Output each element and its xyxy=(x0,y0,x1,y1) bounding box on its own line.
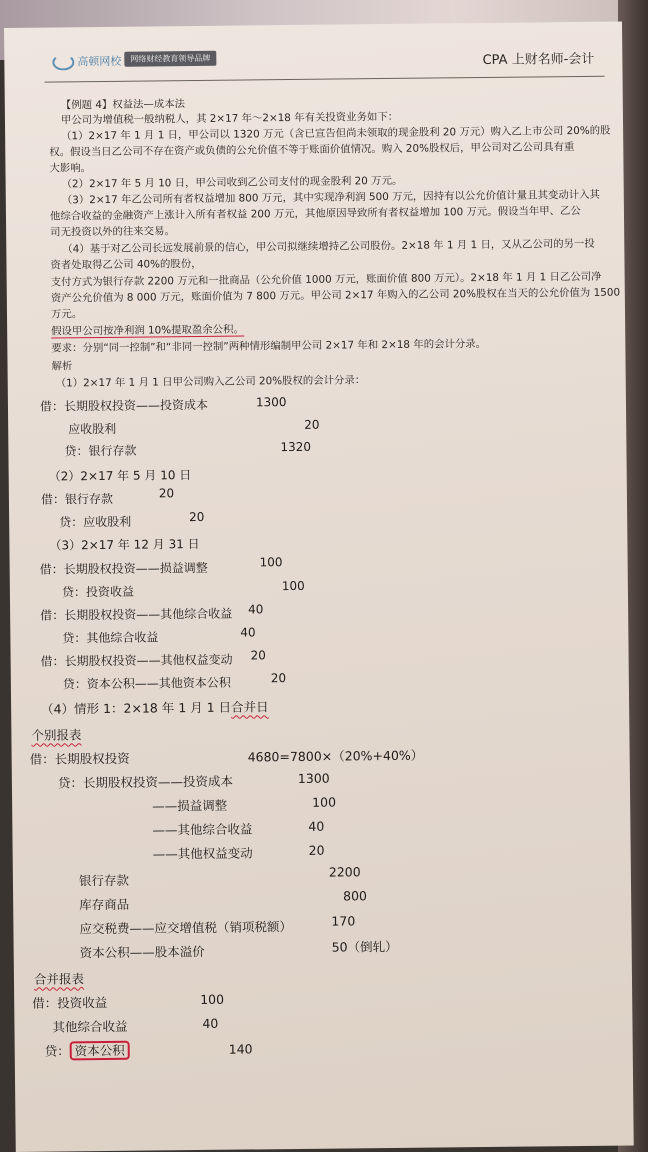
problem-line: （2）2×17 年 5 月 10 日，甲公司收到乙公司支付的现金股利 20 万元。 xyxy=(61,174,403,191)
merger-date-label: 合并日 xyxy=(231,699,269,715)
problem-line: （4）基于对乙公司长远发展前景的信心，甲公司拟继续增持乙公司股份。2×18 年 1 月 1 日，又从乙公司的另一投 xyxy=(62,237,595,256)
entry-line: 应收股利 xyxy=(68,421,117,437)
entry-line: 应交税费——应交增值税（销项税额） xyxy=(79,919,293,937)
entry-amount: 20 xyxy=(304,417,320,432)
problem-line-underlined xyxy=(51,324,244,339)
entry-line: 借：投资收益 xyxy=(32,994,108,1011)
entry-line: ——损益调整 xyxy=(152,797,228,814)
capital-reserve-boxed: 资本公积 xyxy=(70,1041,130,1061)
entry-line: 贷：其他综合收益 xyxy=(62,630,159,646)
consolidated-statements-title xyxy=(34,969,84,988)
entry-amount: 20 xyxy=(308,842,325,858)
entry-line: 银行存款 xyxy=(78,872,130,889)
entry-amount: 1300 xyxy=(255,395,287,410)
entry-line: 库存商品 xyxy=(79,896,130,913)
entry-amount: 1300 xyxy=(297,770,330,786)
entry-amount: 20 xyxy=(189,509,205,525)
entry-line: 贷：长期股权投资——投资成本 xyxy=(57,773,233,791)
entry-line: 借：长期股权投资——损益调整 xyxy=(39,560,208,577)
entry-amount: 50（倒轧） xyxy=(331,938,398,955)
entry-heading-4 xyxy=(41,697,269,717)
example-title: 【例题 4】权益法—成本法 xyxy=(60,98,186,112)
entry-line: 贷：资本公积——其他资本公积 xyxy=(62,675,231,692)
problem-line: 他综合收益的金融资产上涨计入所有者权益 200 万元，其他原因导致所有者权益增加 100 万元。假设当年甲、乙公 xyxy=(49,204,581,223)
textbook-page xyxy=(4,22,634,1152)
entry-heading-2: （2）2×17 年 5 月 10 日 xyxy=(48,468,192,484)
entry-amount: 170 xyxy=(331,913,356,929)
entry-line: 资本公积——股本溢价 xyxy=(79,943,205,961)
problem-line: 甲公司为增值税一般纳税人，其 2×17 年～2×18 年有关投资业务如下： xyxy=(60,110,399,127)
entry-line: 贷：投资收益 xyxy=(61,584,134,600)
problem-line: 资者处取得乙公司 40%的股份， xyxy=(50,257,202,272)
entry-amount: 40 xyxy=(240,625,256,640)
separate-statements-label: 个别报表 xyxy=(31,727,82,743)
entry-amount: 100 xyxy=(312,794,337,810)
entry-line: 贷：银行存款 xyxy=(64,443,137,459)
entry-amount: 100 xyxy=(200,991,225,1007)
course-title: CPA 上财名师-会计 xyxy=(482,51,595,68)
entry-line: ——其他权益变动 xyxy=(152,845,253,862)
brand-logo xyxy=(52,53,121,71)
scenario-label: （4）情形 1：2×18 年 1 月 1 日 xyxy=(41,699,232,717)
entry-amount: 1320 xyxy=(280,439,312,455)
logo-icon xyxy=(52,54,74,70)
entry-line: 其他综合收益 xyxy=(52,1018,128,1035)
entry-line: 借：长期股权投资——投资成本 xyxy=(39,397,209,414)
entry-amount: 4680=7800×（20%+40%） xyxy=(247,747,424,765)
entry-line xyxy=(45,1041,130,1060)
surplus-reserve-note: 假设甲公司按净利润 10%提取盈余公积。 xyxy=(51,323,244,338)
problem-line: （3）2×17 年乙公司所有者权益增加 800 万元，其中实现净利润 500 万元，因持有以公允价值计量且其变动计入其 xyxy=(61,188,600,207)
entry-amount: 100 xyxy=(281,578,305,594)
entry-amount: 40 xyxy=(308,818,325,834)
entry-amount: 40 xyxy=(202,1015,219,1031)
logo-text: 高顿网校 xyxy=(77,54,122,69)
problem-line: 司无投资以外的往来交易。 xyxy=(50,225,175,239)
analysis-heading: 解析 xyxy=(51,360,73,373)
entry-line: 借：长期股权投资——其他权益变动 xyxy=(40,652,233,669)
entry-amount: 20 xyxy=(270,671,287,686)
separate-statements-title xyxy=(31,725,81,744)
entry-amount: 40 xyxy=(248,602,264,617)
entry-amount: 20 xyxy=(250,648,266,663)
entry-line: ——其他综合收益 xyxy=(152,821,253,838)
problem-line: 万元。 xyxy=(50,308,83,321)
requirement-line: 要求：分别“同一控制”和“非同一控制”两种情形编制甲公司 2×17 年和 2×18 年的会计分录。 xyxy=(51,337,487,355)
entry-line: 借：银行存款 xyxy=(40,491,114,507)
problem-line: 资产公允价值为 8 000 万元，账面价值为 7 800 万元。甲公司 2×17 年购入的乙公司 20%股权在当天的公允价值为 1500 xyxy=(50,286,621,305)
entry-amount: 2200 xyxy=(328,864,361,880)
entry-line: 借：长期股权投资 xyxy=(29,750,130,767)
entry-line: 贷：应收股利 xyxy=(59,514,132,530)
entry-heading-1: （1）2×17 年 1 月 1 日甲公司购入乙公司 20%股权的会计分录： xyxy=(55,374,366,390)
credit-label: 贷： xyxy=(44,1043,70,1059)
entry-amount: 800 xyxy=(343,888,368,904)
consolidated-statements-label: 合并报表 xyxy=(33,971,85,987)
problem-line: （1）2×17 年 1 月 1 日，甲公司以 1320 万元（含已宣告但尚未领取的现金股利 20 万元）购入乙上市公司 20%的股 xyxy=(61,124,611,143)
brand-slogan: 网络财经教育领导品牌 xyxy=(124,51,216,67)
entry-amount: 140 xyxy=(228,1041,253,1057)
entry-line: 借：长期股权投资——其他综合收益 xyxy=(40,606,233,623)
entry-heading-3: （3）2×17 年 12 月 31 日 xyxy=(49,536,200,553)
entry-amount: 20 xyxy=(158,486,175,501)
entry-amount: 100 xyxy=(259,555,283,570)
problem-line: 支付方式为银行存款 2200 万元和一批商品（公允价值 1000 万元，账面价值 800 万元）。2×18 年 1 月 1 日乙公司净 xyxy=(50,270,602,289)
problem-line: 大影响。 xyxy=(49,162,92,175)
problem-line: 权。假设当日乙公司不存在资产或负债的公允价值不等于账面价值情况。购入 20%股权后，甲公司对乙公司具有重 xyxy=(49,141,575,159)
